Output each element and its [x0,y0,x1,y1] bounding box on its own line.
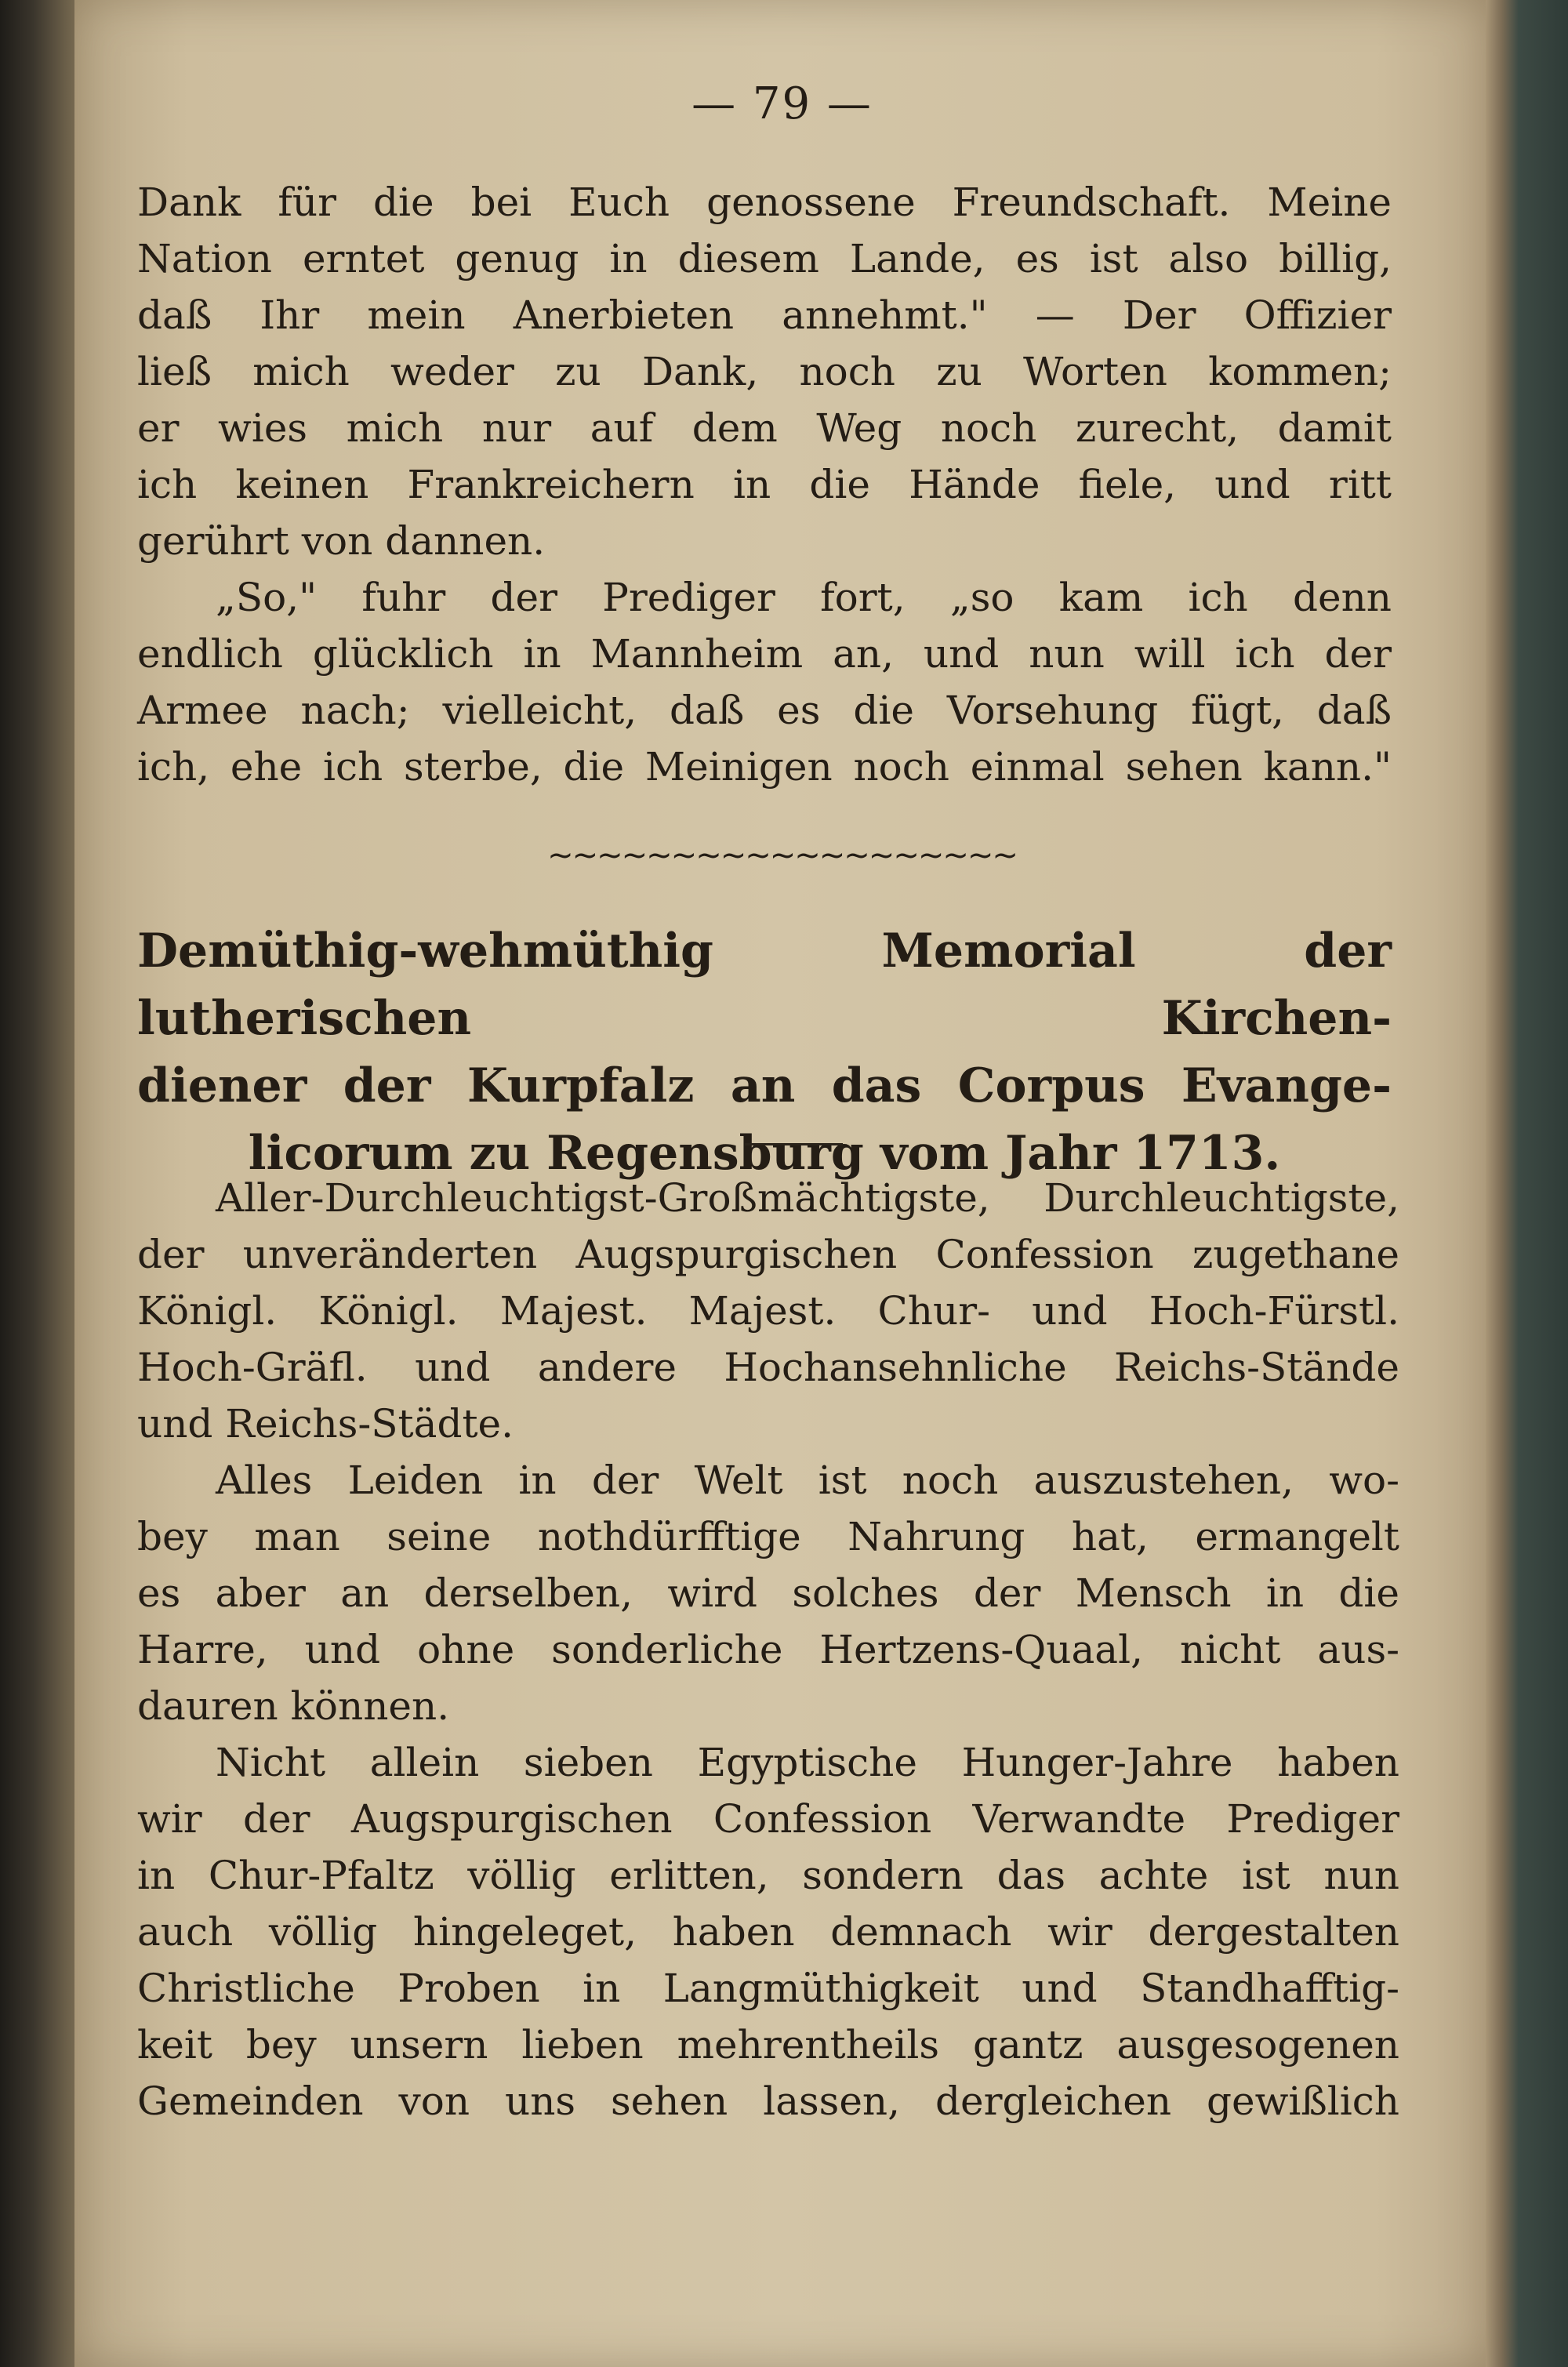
text-line: Nation erntet genug in diesem Lande, es ist also billig, [137,236,1392,281]
section-heading [137,917,1392,1187]
text-line: es aber an derselben, wird solches der Mensch in die [137,1570,1399,1616]
text-line: Nicht allein sieben Egyptische Hunger-Jahre haben [216,1740,1399,1785]
text-line: Königl. Königl. Majest. Majest. Chur- und Hoch-Fürstl. [137,1288,1399,1334]
heading-line: Demüthig-wehmüthig Memorial der lutherischen Kirchen- [137,924,1392,1046]
heading-line: licorum zu Regensburg vom Jahr 1713. [248,1126,1281,1181]
text-line: ich, ehe ich sterbe, die Meinigen noch einmal sehen kann." [137,744,1392,790]
text-line: Aller-Durchleuchtigst-Großmächtigste, Durchleuchtigste, [216,1175,1399,1221]
text-line: in Chur-Pfaltz völlig erlitten, sondern das achte ist nun [137,1853,1399,1898]
text-line: Hoch-Gräfl. und andere Hochansehnliche Reichs-Stände [137,1345,1399,1390]
text-line: er wies mich nur auf dem Weg noch zurecht, damit [137,405,1392,451]
story-text [137,174,1392,795]
text-line: daß Ihr mein Anerbieten annehmt." — Der Offizier [137,292,1392,338]
section-ornament: ~~~~~~~~~~~~~~~~~~~ [547,837,1017,873]
text-line: keit bey unsern lieben mehrentheils gantz ausgesogenen [137,2022,1399,2067]
memorial-text [137,1170,1399,2129]
text-line: endlich glücklich in Mannheim an, und nun will ich der [137,631,1392,677]
page-number: — 79 — [691,78,873,129]
text-line: Armee nach; vielleicht, daß es die Vorsehung fügt, daß [137,688,1392,733]
text-line: Harre, und ohne sonderliche Hertzens-Quaal, nicht aus- [137,1627,1399,1672]
text-line: Dank für die bei Euch genossene Freundschaft. Meine [137,180,1392,225]
text-line: bey man seine nothdürfftige Nahrung hat, ermangelt [137,1514,1399,1559]
text-line: der unveränderten Augspurgischen Confession zugethane [137,1232,1399,1277]
text-line: gerührt von dannen. [137,518,546,564]
text-line: dauren können. [137,1683,450,1729]
text-line: ließ mich weder zu Dank, noch zu Worten kommen; [137,349,1392,394]
heading-rule [745,1143,843,1145]
book-page [74,0,1490,2367]
text-line: wir der Augspurgischen Confession Verwandte Prediger [137,1796,1399,1842]
text-line: und Reichs-Städte. [137,1401,514,1447]
text-line: „So," fuhr der Prediger fort, „so kam ich denn [216,575,1392,620]
text-line: Christliche Proben in Langmüthigkeit und Standhafftig- [137,1966,1399,2011]
text-line: auch völlig hingeleget, haben demnach wir dergestalten [137,1909,1399,1955]
text-line: ich keinen Frankreichern in die Hände fiele, und ritt [137,462,1392,507]
text-line: Gemeinden von uns sehen lassen, dergleichen gewißlich [137,2078,1399,2124]
text-line: Alles Leiden in der Welt ist noch auszustehen, wo- [216,1458,1399,1503]
heading-line: diener der Kurpfalz an das Corpus Evange- [137,1058,1392,1113]
book-cover-edge [1486,0,1568,2367]
